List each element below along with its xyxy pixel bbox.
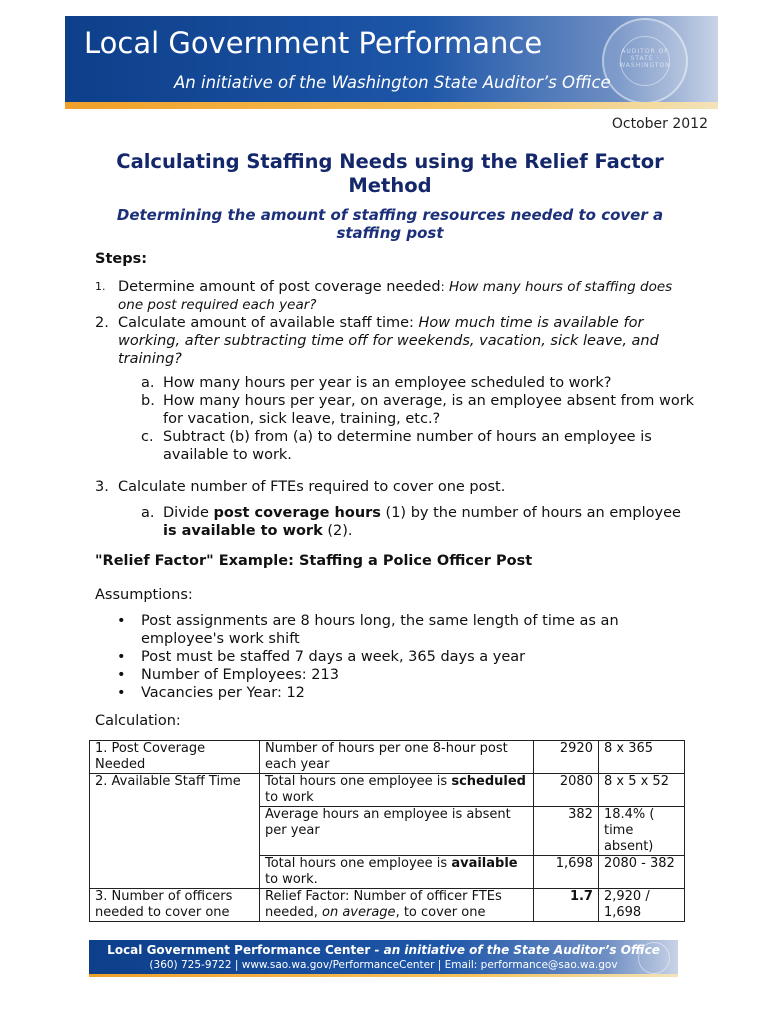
table-cell: 1,698 (534, 856, 599, 889)
cell-text: to work (265, 790, 314, 805)
list-item: • Vacancies per Year: 12 (117, 684, 695, 702)
state-auditor-seal-icon (602, 18, 688, 102)
list-item (141, 392, 695, 428)
assumptions-label: Assumptions: (95, 587, 193, 603)
table-cell: 8 x 365 (598, 741, 684, 774)
sub-text-part: (2). (322, 523, 353, 539)
step-colon: : (440, 280, 445, 294)
list-item (141, 428, 695, 464)
sub-text: How many hours per year, on average, is an employee absent from work for vacation, sick leave, training, etc.? (163, 393, 695, 427)
sub-letter: a. (141, 375, 155, 391)
step-3-sublist (141, 504, 695, 540)
document-subtitle: Determining the amount of staffing resources needed to cover a staffing post (116, 206, 664, 242)
table-row (90, 774, 685, 807)
footer-title (89, 943, 678, 957)
header-accent-stripe (65, 102, 718, 109)
table-cell: 2080 (534, 774, 599, 807)
sub-text: How many hours per year is an employee scheduled to work? (163, 375, 612, 391)
cell-text-italic: on average (322, 905, 396, 920)
footer-tagline: - an initiative of the State Auditor’s Office (370, 943, 660, 957)
sub-letter: c. (141, 429, 154, 445)
step-text: Determine amount of post coverage needed (118, 279, 441, 295)
cell-text-bold: scheduled (451, 774, 526, 789)
sub-text-part: (1) by the number of hours an employee (380, 505, 681, 521)
table-cell: 2080 - 382 (598, 856, 684, 889)
step-number: 3. (95, 479, 109, 495)
sub-letter: b. (141, 393, 155, 409)
document-date: October 2012 (611, 116, 708, 132)
banner-title: Local Government Performance (84, 26, 543, 60)
cell-text: 2. Available Staff Time (95, 774, 241, 789)
cell-text: to work. (265, 872, 318, 887)
list-item (141, 374, 695, 392)
calculation-table (89, 740, 685, 922)
list-item: • Post assignments are 8 hours long, the same length of time as an employee's work shift (117, 612, 695, 648)
example-heading: "Relief Factor" Example: Staffing a Police Officer Post (95, 553, 533, 569)
table-cell: 3. Number of officers needed to cover one (90, 889, 260, 922)
table-cell (260, 774, 534, 807)
step-text: Calculate amount of available staff time: (118, 315, 419, 331)
footer-org: Local Government Performance Center (107, 943, 371, 957)
table-cell: Number of hours per one 8-hour post each year (260, 741, 534, 774)
document-title: Calculating Staffing Needs using the Relief Factor Method (116, 150, 664, 197)
sub-text: Subtract (b) from (a) to determine number of hours an employee is available to work. (163, 429, 652, 463)
step-question: How much time is available for working, after subtracting time off for weekends, vacation, sick leave, and training? (118, 315, 659, 367)
banner-subtitle: An initiative of the Washington State Auditor’s Office (174, 73, 611, 92)
main-content (95, 250, 695, 730)
seal-text: AUDITOR OF STATE · WASHINGTON (619, 48, 671, 69)
table-row (90, 741, 685, 774)
table-cell: Average hours an employee is absent per year (260, 807, 534, 856)
step-2-sublist (141, 374, 695, 464)
steps-heading: Steps: (95, 251, 148, 267)
list-item: • Post must be staffed 7 days a week, 365 days a year (117, 648, 695, 666)
header-banner (65, 16, 718, 102)
cell-text: Relief Factor: Number of officer FTEs needed, (265, 889, 502, 920)
table-cell (260, 889, 534, 922)
sub-letter: a. (141, 505, 155, 521)
list-item (141, 504, 695, 540)
cell-text: Total hours one employee is (265, 774, 452, 789)
footer-accent-stripe (89, 974, 678, 977)
step-number: 1. (95, 280, 106, 293)
cell-text: Total hours one employee is (265, 856, 452, 871)
footer-banner (89, 940, 678, 974)
sub-text-bold: post coverage hours (213, 505, 381, 521)
calculation-label: Calculation: (95, 713, 181, 729)
table-cell: 382 (534, 807, 599, 856)
footer-seal-icon (638, 942, 670, 974)
footer-contact: (360) 725-9722 | www.sao.wa.gov/PerformanceCenter | Email: performance@sao.wa.gov (149, 959, 618, 971)
table-cell (90, 774, 260, 889)
sub-text-bold: is available to work (163, 523, 323, 539)
list-item: • Number of Employees: 213 (117, 666, 695, 684)
sub-text-part: Divide (163, 505, 214, 521)
step-3 (95, 478, 695, 496)
table-row (90, 889, 685, 922)
cell-text: , to cover one (395, 905, 486, 920)
table-cell: 1. Post Coverage Needed (90, 741, 260, 774)
step-2 (95, 314, 695, 368)
cell-text-bold: available (451, 856, 518, 871)
assumptions-list (117, 612, 695, 702)
table-cell (260, 856, 534, 889)
table-cell: 8 x 5 x 52 (598, 774, 684, 807)
step-text: Calculate number of FTEs required to cover one post. (118, 479, 506, 495)
table-cell: 2920 (534, 741, 599, 774)
table-cell: 2,920 / 1,698 (598, 889, 684, 922)
table-cell: 1.7 (534, 889, 599, 922)
step-1 (95, 278, 695, 314)
step-number: 2. (95, 315, 109, 331)
step-question: How many hours of staffing does one post required each year? (118, 279, 673, 313)
table-cell: 18.4% ( time absent) (598, 807, 684, 856)
